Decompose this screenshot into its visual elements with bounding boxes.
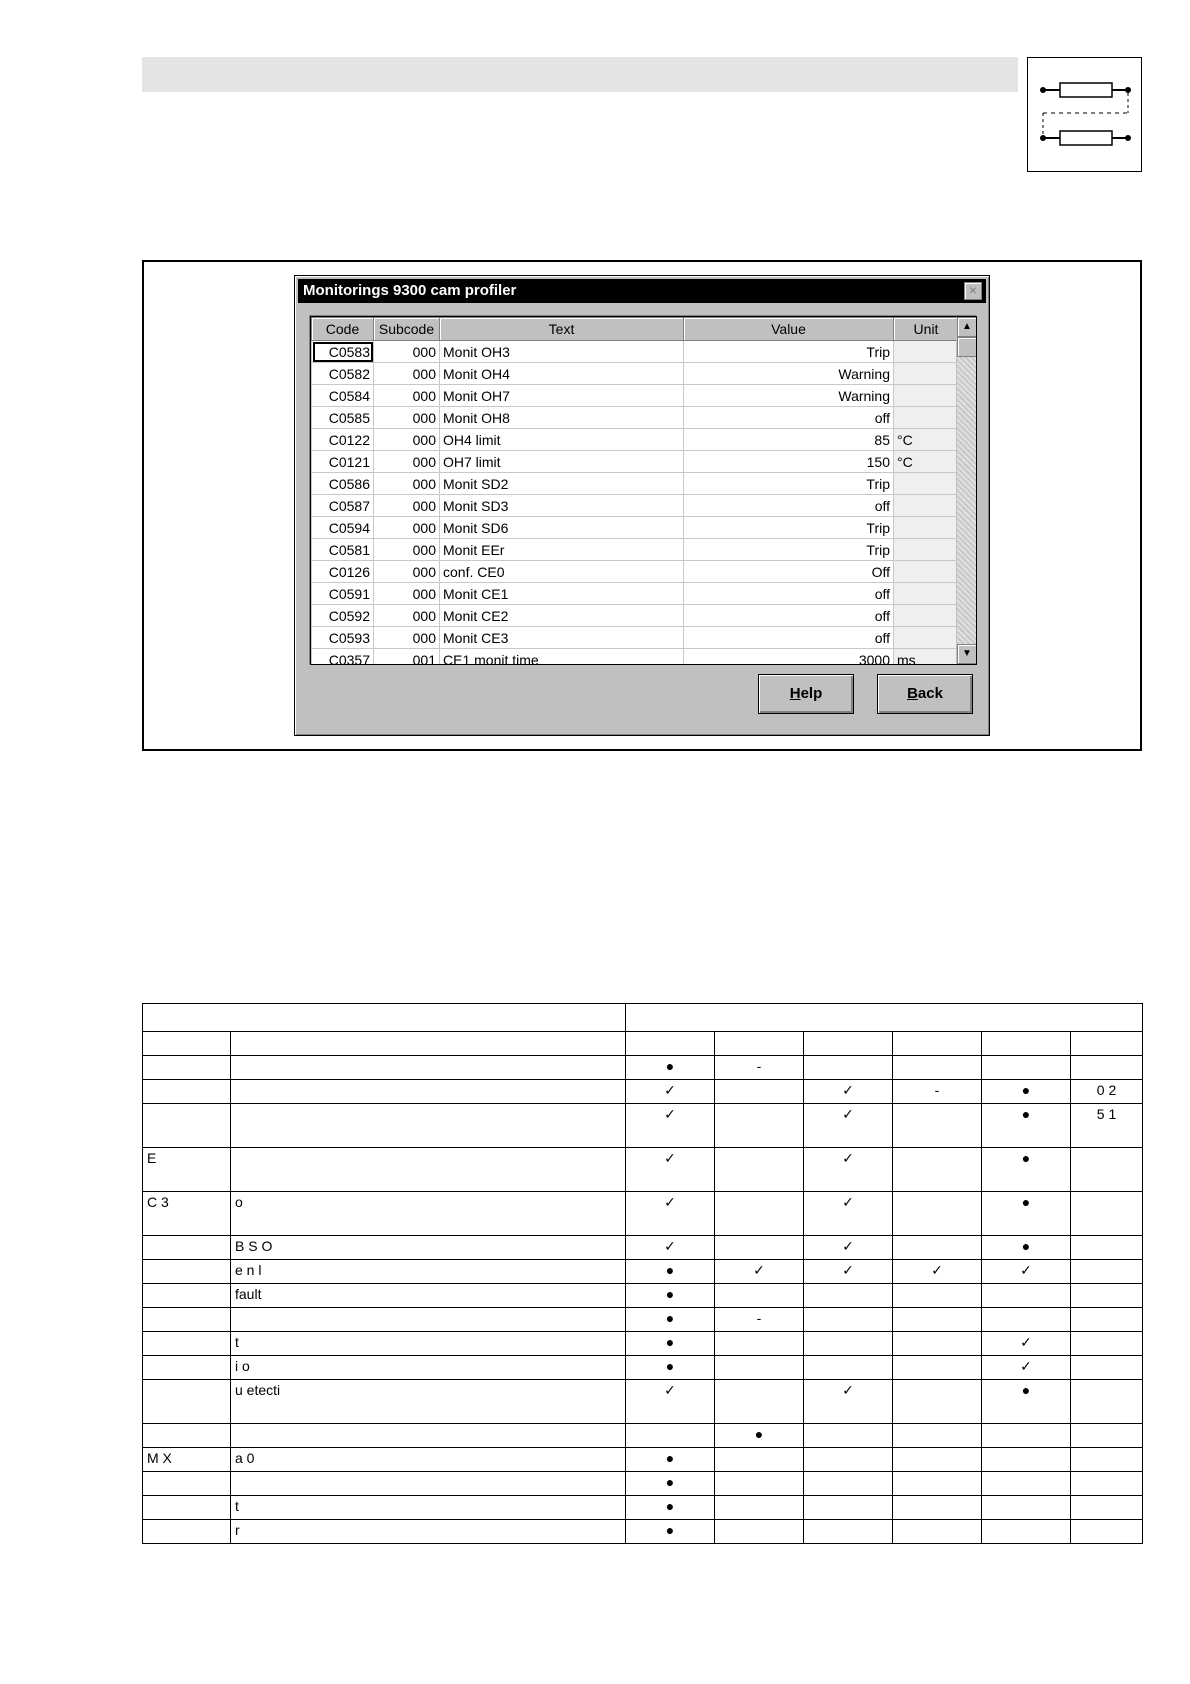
row-mark-cell: ✓ — [893, 1260, 982, 1284]
row-mark-cell — [1071, 1424, 1143, 1448]
cell-text[interactable]: Monit OH7 — [440, 385, 684, 407]
row-mark-cell — [804, 1424, 893, 1448]
parameter-grid[interactable] — [310, 316, 977, 665]
row-description-cell: i o — [231, 1356, 626, 1380]
cell-unit[interactable] — [894, 341, 959, 363]
subheader-cell — [1071, 1032, 1143, 1056]
cell-unit[interactable]: ms — [894, 649, 959, 666]
monitoring-parameters-table — [142, 1003, 1143, 1544]
cell-subcode[interactable]: 000 — [374, 429, 440, 451]
cell-subcode[interactable]: 000 — [374, 363, 440, 385]
row-mark-cell — [982, 1056, 1071, 1080]
row-mark-cell: ● — [626, 1472, 715, 1496]
row-mark-cell: ✓ — [626, 1148, 715, 1192]
row-mark-cell — [893, 1284, 982, 1308]
row-mark-cell — [1071, 1448, 1143, 1472]
row-mark-cell — [893, 1308, 982, 1332]
column-header-text[interactable]: Text — [440, 318, 684, 341]
row-mark-cell — [804, 1284, 893, 1308]
cell-subcode[interactable]: 000 — [374, 517, 440, 539]
row-mark-cell: ✓ — [626, 1104, 715, 1148]
cell-value[interactable]: Trip — [684, 517, 894, 539]
table-row — [143, 1308, 1143, 1332]
row-mark-cell: ✓ — [982, 1356, 1071, 1380]
table-row[interactable] — [312, 429, 959, 451]
table-row — [143, 1056, 1143, 1080]
parameter-table — [311, 317, 959, 665]
row-code-cell: E — [143, 1148, 231, 1192]
cell-value[interactable]: Off — [684, 561, 894, 583]
cell-text[interactable]: Monit OH3 — [440, 341, 684, 363]
vertical-scrollbar[interactable] — [956, 317, 976, 664]
row-mark-cell: ● — [982, 1236, 1071, 1260]
cell-code[interactable]: C0587 — [312, 495, 374, 517]
row-mark-cell: ✓ — [804, 1236, 893, 1260]
row-mark-cell — [1071, 1148, 1143, 1192]
row-mark-cell — [893, 1056, 982, 1080]
row-mark-cell — [715, 1080, 804, 1104]
cell-unit[interactable] — [894, 605, 959, 627]
table-row[interactable] — [312, 583, 959, 605]
row-mark-cell — [715, 1472, 804, 1496]
row-mark-cell — [1071, 1356, 1143, 1380]
arrow-down-icon: ▼ — [962, 648, 972, 659]
table-header-row — [143, 1004, 1143, 1032]
table-row[interactable] — [312, 451, 959, 473]
row-mark-cell: 0 2 — [1071, 1080, 1143, 1104]
row-mark-cell — [804, 1472, 893, 1496]
table-row — [143, 1356, 1143, 1380]
cell-text[interactable]: Monit OH8 — [440, 407, 684, 429]
row-mark-cell: ● — [626, 1284, 715, 1308]
row-description-cell: e n l — [231, 1260, 626, 1284]
row-code-cell — [143, 1520, 231, 1544]
cell-unit[interactable]: °C — [894, 451, 959, 473]
row-mark-cell: - — [715, 1056, 804, 1080]
dialog-title: Monitorings 9300 cam profiler — [303, 282, 517, 299]
row-mark-cell: ✓ — [804, 1104, 893, 1148]
row-mark-cell: ● — [982, 1080, 1071, 1104]
table-row — [143, 1080, 1143, 1104]
close-button[interactable] — [964, 282, 982, 300]
table-row — [143, 1448, 1143, 1472]
table-row — [143, 1260, 1143, 1284]
cell-value[interactable]: Trip — [684, 341, 894, 363]
row-description-cell: a 0 — [231, 1448, 626, 1472]
row-code-cell — [143, 1472, 231, 1496]
row-description-cell — [231, 1424, 626, 1448]
row-description-cell — [231, 1308, 626, 1332]
row-mark-cell: ✓ — [982, 1332, 1071, 1356]
row-description-cell: u etecti — [231, 1380, 626, 1424]
cell-unit[interactable] — [894, 473, 959, 495]
subheader-cell — [804, 1032, 893, 1056]
cell-text[interactable]: Monit CE3 — [440, 627, 684, 649]
table-row[interactable] — [312, 605, 959, 627]
row-mark-cell: - — [893, 1080, 982, 1104]
row-mark-cell: ● — [715, 1424, 804, 1448]
table-row — [143, 1520, 1143, 1544]
row-mark-cell — [893, 1332, 982, 1356]
table-row[interactable] — [312, 517, 959, 539]
row-mark-cell — [893, 1424, 982, 1448]
back-mnemonic: B — [907, 685, 918, 702]
row-mark-cell: ● — [626, 1496, 715, 1520]
row-mark-cell — [893, 1192, 982, 1236]
row-mark-cell — [715, 1104, 804, 1148]
row-mark-cell: ● — [982, 1148, 1071, 1192]
scroll-up-button[interactable] — [957, 317, 977, 337]
row-description-cell — [231, 1080, 626, 1104]
row-mark-cell — [715, 1520, 804, 1544]
table-row[interactable] — [312, 495, 959, 517]
subheader-cell — [982, 1032, 1071, 1056]
row-mark-cell — [1071, 1284, 1143, 1308]
circuit-logo-icon — [1028, 58, 1143, 173]
row-code-cell — [143, 1056, 231, 1080]
row-mark-cell — [715, 1356, 804, 1380]
back-button[interactable] — [877, 674, 973, 714]
row-code-cell — [143, 1104, 231, 1148]
subheader-cell — [143, 1032, 231, 1056]
row-mark-cell — [1071, 1472, 1143, 1496]
row-mark-cell — [804, 1448, 893, 1472]
row-mark-cell: ● — [982, 1104, 1071, 1148]
row-mark-cell — [1071, 1520, 1143, 1544]
cell-unit[interactable] — [894, 407, 959, 429]
row-mark-cell: ✓ — [626, 1080, 715, 1104]
cell-value[interactable]: 150 — [684, 451, 894, 473]
cell-code[interactable]: C0122 — [312, 429, 374, 451]
cell-code[interactable]: C0591 — [312, 583, 374, 605]
row-code-cell — [143, 1284, 231, 1308]
cell-text[interactable]: OH4 limit — [440, 429, 684, 451]
table-row — [143, 1424, 1143, 1448]
row-code-cell — [143, 1424, 231, 1448]
cell-text[interactable]: Monit OH4 — [440, 363, 684, 385]
table-row — [143, 1148, 1143, 1192]
row-mark-cell — [893, 1520, 982, 1544]
row-mark-cell — [804, 1332, 893, 1356]
cell-text[interactable]: Monit CE1 — [440, 583, 684, 605]
cell-value[interactable]: Trip — [684, 539, 894, 561]
row-mark-cell: ✓ — [626, 1192, 715, 1236]
row-mark-cell — [982, 1520, 1071, 1544]
row-mark-cell: ● — [626, 1520, 715, 1544]
help-label: elp — [800, 685, 823, 702]
table-row — [143, 1284, 1143, 1308]
row-mark-cell: ● — [626, 1448, 715, 1472]
cell-value[interactable]: 3000 — [684, 649, 894, 666]
row-mark-cell — [893, 1236, 982, 1260]
row-mark-cell — [893, 1380, 982, 1424]
table-row[interactable] — [312, 649, 959, 666]
row-mark-cell: ✓ — [982, 1260, 1071, 1284]
row-mark-cell — [1071, 1308, 1143, 1332]
row-mark-cell: ✓ — [804, 1080, 893, 1104]
cell-value[interactable]: off — [684, 605, 894, 627]
header-cell-left — [143, 1004, 626, 1032]
cell-text[interactable]: Monit EEr — [440, 539, 684, 561]
cell-value[interactable]: Warning — [684, 363, 894, 385]
cell-subcode[interactable]: 000 — [374, 451, 440, 473]
cell-text[interactable]: Monit SD3 — [440, 495, 684, 517]
row-description-cell — [231, 1104, 626, 1148]
table-row[interactable] — [312, 407, 959, 429]
cell-unit[interactable] — [894, 627, 959, 649]
row-mark-cell: ✓ — [804, 1260, 893, 1284]
row-mark-cell: ● — [982, 1192, 1071, 1236]
table-row[interactable] — [312, 341, 959, 363]
row-code-cell: C 3 — [143, 1192, 231, 1236]
row-description-cell — [231, 1472, 626, 1496]
cell-code[interactable]: C0582 — [312, 363, 374, 385]
row-mark-cell: ✓ — [804, 1148, 893, 1192]
cell-value[interactable]: off — [684, 495, 894, 517]
cell-code[interactable]: C0593 — [312, 627, 374, 649]
row-description-cell: o — [231, 1192, 626, 1236]
table-row[interactable] — [312, 473, 959, 495]
row-mark-cell: ● — [626, 1356, 715, 1380]
cell-value[interactable]: Trip — [684, 473, 894, 495]
cell-unit[interactable] — [894, 539, 959, 561]
row-description-cell: fault — [231, 1284, 626, 1308]
row-mark-cell — [626, 1424, 715, 1448]
table-row[interactable] — [312, 363, 959, 385]
row-code-cell — [143, 1080, 231, 1104]
cell-subcode[interactable]: 000 — [374, 561, 440, 583]
column-header-subcode[interactable]: Subcode — [374, 318, 440, 341]
header-cell-right — [626, 1004, 1143, 1032]
row-mark-cell: ✓ — [626, 1380, 715, 1424]
column-header-unit[interactable]: Unit — [894, 318, 959, 341]
row-code-cell — [143, 1496, 231, 1520]
row-mark-cell — [982, 1448, 1071, 1472]
row-code-cell — [143, 1260, 231, 1284]
cell-code[interactable]: C0126 — [312, 561, 374, 583]
row-mark-cell — [1071, 1496, 1143, 1520]
cell-unit[interactable] — [894, 495, 959, 517]
row-mark-cell: ✓ — [804, 1380, 893, 1424]
row-code-cell — [143, 1308, 231, 1332]
row-mark-cell: ● — [626, 1332, 715, 1356]
cell-subcode[interactable]: 000 — [374, 627, 440, 649]
cell-text[interactable]: Monit SD2 — [440, 473, 684, 495]
dialog-titlebar[interactable] — [298, 279, 986, 303]
cell-subcode[interactable]: 000 — [374, 341, 440, 363]
row-mark-cell — [804, 1520, 893, 1544]
row-mark-cell: ● — [982, 1380, 1071, 1424]
row-mark-cell — [804, 1056, 893, 1080]
cell-value[interactable]: Warning — [684, 385, 894, 407]
cell-unit[interactable] — [894, 363, 959, 385]
row-mark-cell — [982, 1308, 1071, 1332]
monitorings-dialog — [294, 275, 990, 736]
cell-code[interactable]: C0594 — [312, 517, 374, 539]
cell-unit[interactable]: °C — [894, 429, 959, 451]
table-row — [143, 1236, 1143, 1260]
cell-code[interactable]: C0583 — [312, 341, 374, 363]
table-subheader-row — [143, 1032, 1143, 1056]
row-mark-cell — [893, 1356, 982, 1380]
row-mark-cell — [715, 1496, 804, 1520]
row-mark-cell — [715, 1448, 804, 1472]
subheader-cell — [626, 1032, 715, 1056]
table-row[interactable] — [312, 627, 959, 649]
scroll-down-button[interactable] — [957, 644, 977, 664]
scroll-thumb[interactable] — [957, 337, 977, 357]
arrow-up-icon: ▲ — [962, 321, 972, 332]
row-mark-cell — [982, 1496, 1071, 1520]
row-mark-cell — [893, 1148, 982, 1192]
cell-unit[interactable] — [894, 561, 959, 583]
cell-subcode[interactable]: 000 — [374, 407, 440, 429]
row-code-cell — [143, 1380, 231, 1424]
cell-subcode[interactable]: 000 — [374, 583, 440, 605]
logo-box — [1027, 57, 1142, 172]
row-description-cell — [231, 1056, 626, 1080]
row-mark-cell — [715, 1284, 804, 1308]
row-mark-cell — [804, 1308, 893, 1332]
row-mark-cell — [715, 1332, 804, 1356]
row-mark-cell — [1071, 1192, 1143, 1236]
cell-code[interactable]: C0592 — [312, 605, 374, 627]
row-mark-cell — [1071, 1332, 1143, 1356]
table-row[interactable] — [312, 539, 959, 561]
table-row — [143, 1332, 1143, 1356]
row-mark-cell — [715, 1192, 804, 1236]
cell-code[interactable]: C0581 — [312, 539, 374, 561]
cell-unit[interactable] — [894, 385, 959, 407]
table-row — [143, 1472, 1143, 1496]
table-row[interactable] — [312, 561, 959, 583]
row-mark-cell — [715, 1380, 804, 1424]
column-header-value[interactable]: Value — [684, 318, 894, 341]
cell-subcode[interactable]: 000 — [374, 385, 440, 407]
table-row[interactable] — [312, 385, 959, 407]
page-header-bar — [142, 57, 1018, 92]
close-icon: × — [968, 282, 978, 298]
cell-code[interactable]: C0586 — [312, 473, 374, 495]
cell-unit[interactable] — [894, 583, 959, 605]
row-mark-cell: ✓ — [715, 1260, 804, 1284]
row-mark-cell — [893, 1448, 982, 1472]
row-mark-cell — [893, 1104, 982, 1148]
row-mark-cell — [982, 1472, 1071, 1496]
row-mark-cell — [1071, 1260, 1143, 1284]
cell-text[interactable]: conf. CE0 — [440, 561, 684, 583]
row-mark-cell: ✓ — [804, 1192, 893, 1236]
row-mark-cell — [1071, 1380, 1143, 1424]
cell-code[interactable]: C0121 — [312, 451, 374, 473]
row-mark-cell — [715, 1236, 804, 1260]
row-mark-cell — [804, 1496, 893, 1520]
cell-code[interactable]: C0585 — [312, 407, 374, 429]
cell-unit[interactable] — [894, 517, 959, 539]
subheader-cell — [231, 1032, 626, 1056]
row-mark-cell: ● — [626, 1260, 715, 1284]
column-header-code[interactable]: Code — [312, 318, 374, 341]
table-row — [143, 1104, 1143, 1148]
row-description-cell — [231, 1148, 626, 1192]
help-button[interactable] — [758, 674, 854, 714]
row-description-cell: t — [231, 1496, 626, 1520]
row-description-cell: B S O — [231, 1236, 626, 1260]
back-label: ack — [917, 685, 943, 702]
row-mark-cell — [893, 1472, 982, 1496]
row-mark-cell — [1071, 1056, 1143, 1080]
row-mark-cell: 5 1 — [1071, 1104, 1143, 1148]
cell-text[interactable]: Monit CE2 — [440, 605, 684, 627]
cell-subcode[interactable]: 000 — [374, 495, 440, 517]
row-mark-cell: - — [715, 1308, 804, 1332]
cell-subcode[interactable]: 000 — [374, 539, 440, 561]
cell-value[interactable]: off — [684, 583, 894, 605]
cell-subcode[interactable]: 000 — [374, 473, 440, 495]
row-code-cell — [143, 1236, 231, 1260]
table-row — [143, 1192, 1143, 1236]
cell-code[interactable]: C0357 — [312, 649, 374, 666]
row-code-cell — [143, 1332, 231, 1356]
cell-value[interactable]: off — [684, 407, 894, 429]
row-mark-cell — [1071, 1236, 1143, 1260]
table-row — [143, 1380, 1143, 1424]
row-description-cell: t — [231, 1332, 626, 1356]
cell-subcode[interactable]: 001 — [374, 649, 440, 666]
cell-text[interactable]: CE1 monit time — [440, 649, 684, 666]
row-mark-cell — [982, 1284, 1071, 1308]
row-mark-cell — [715, 1148, 804, 1192]
row-mark-cell: ✓ — [626, 1236, 715, 1260]
cell-value[interactable]: off — [684, 627, 894, 649]
cell-text[interactable]: Monit SD6 — [440, 517, 684, 539]
row-mark-cell: ● — [626, 1056, 715, 1080]
subheader-cell — [715, 1032, 804, 1056]
cell-text[interactable]: OH7 limit — [440, 451, 684, 473]
subheader-cell — [893, 1032, 982, 1056]
cell-value[interactable]: 85 — [684, 429, 894, 451]
row-code-cell: M X — [143, 1448, 231, 1472]
row-description-cell: r — [231, 1520, 626, 1544]
row-mark-cell — [893, 1496, 982, 1520]
help-mnemonic: H — [789, 685, 801, 702]
cell-subcode[interactable]: 000 — [374, 605, 440, 627]
row-code-cell — [143, 1356, 231, 1380]
table-row — [143, 1496, 1143, 1520]
row-mark-cell — [982, 1424, 1071, 1448]
row-mark-cell — [804, 1356, 893, 1380]
cell-code[interactable]: C0584 — [312, 385, 374, 407]
row-mark-cell: ● — [626, 1308, 715, 1332]
